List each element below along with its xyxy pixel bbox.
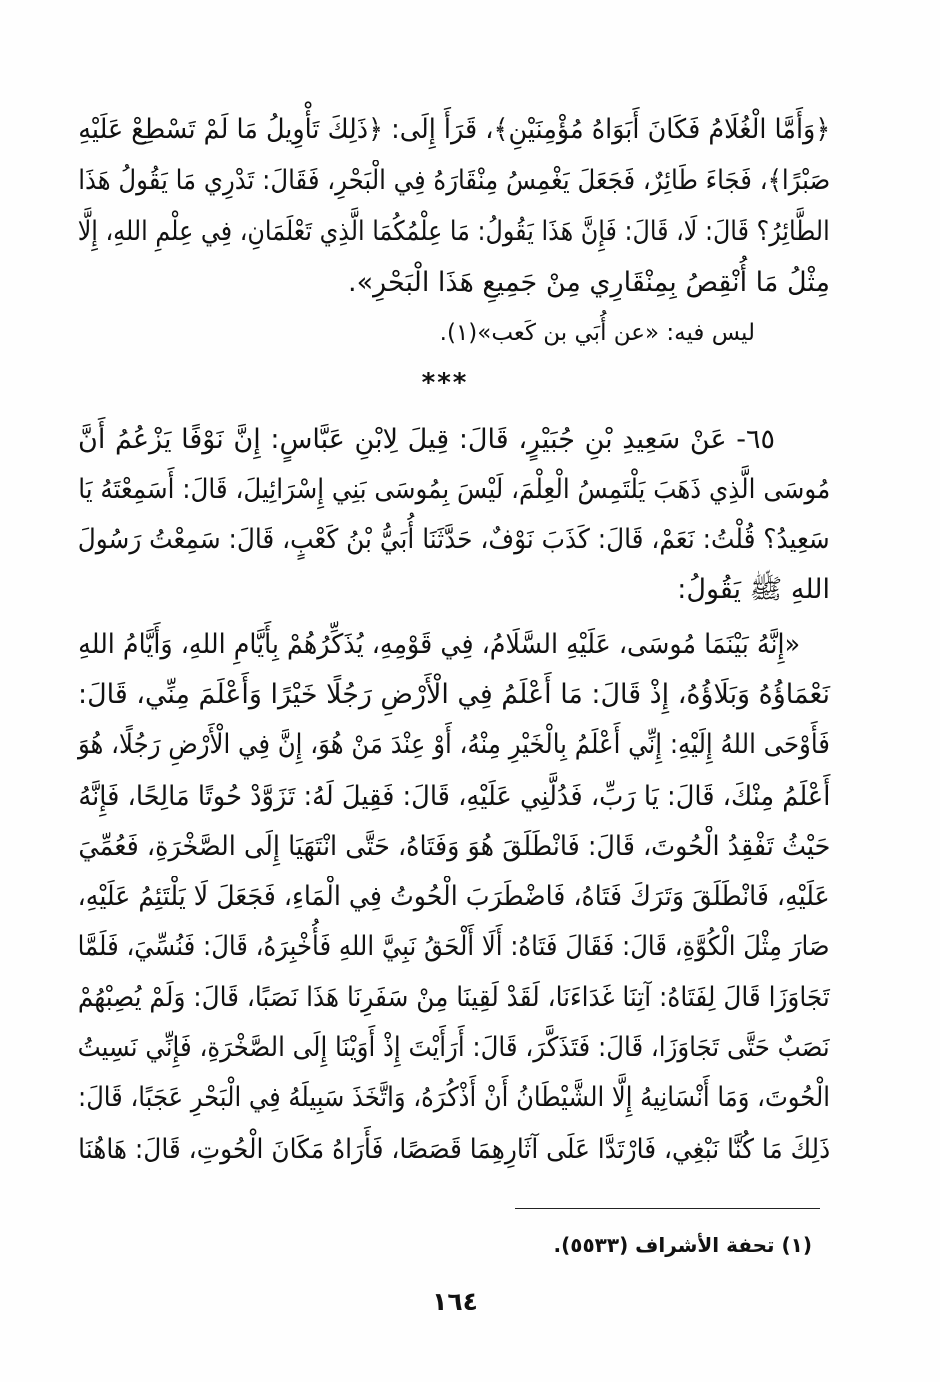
text-line-content: مُوسَى الَّذِي ذَهَبَ يَلْتَمِسُ الْعِلْمَ، لَيْسَ بِمُوسَى بَنِي إِسْرَائِيلَ، قَالَ: أَسَمِعْتَهُ يَا bbox=[78, 474, 830, 505]
text-line bbox=[78, 565, 830, 615]
text-line bbox=[78, 465, 830, 515]
text-line-content: عَلَيْهِ، فَانْطَلَقَ وَتَرَكَ فَتَاهُ، فَاضْطَرَبَ الْحُوتُ فِي الْمَاءِ، فَجَعَلَ لَا يَلْتَئِمُ عَلَيْهِ، bbox=[78, 881, 830, 912]
text-line-content: تَجَاوَزَا قَالَ لِفَتَاهُ: آتِنَا غَدَاءَنَا، لَقَدْ لَقِينَا مِنْ سَفَرِنَا هَذَا نَصَبًا، قَالَ: وَلَمْ يُصِبْهُمْ bbox=[78, 982, 830, 1013]
text-line-content: ﴿وَأَمَّا الْغُلَامُ فَكَانَ أَبَوَاهُ مُؤْمِنَيْنِ﴾، قَرَأَ إِلَى: ﴿ذَلِكَ تَأْوِيلُ مَا لَمْ تَسْطِعْ عَلَيْهِ bbox=[78, 114, 830, 145]
source-note-text: ليس فيه: «عن أُبَي بن كَعب»(١). bbox=[439, 320, 755, 346]
text-line bbox=[78, 720, 830, 770]
text-line-content: ذَلِكَ مَا كُنَّا نَبْغِي، فَارْتَدَّا عَلَى آثَارِهِمَا قَصَصًا، فَأَرَاهُ مَكَانَ الْحُوتِ، قَالَ: هَاهُنَا bbox=[78, 1134, 830, 1165]
page-number: ١٦٤ bbox=[432, 1287, 478, 1316]
text-line-content: صَارَ مِثْلَ الْكُوَّةِ، قَالَ: فَقَالَ فَتَاهُ: أَلَا أَلْحَقُ نَبِيَّ اللهِ فَأُخْبِرَهُ، قَالَ: فَنُسِّيَ، فَلَمَّا bbox=[78, 931, 830, 962]
source-note bbox=[78, 308, 830, 358]
text-line-content: نَصَبٌ حَتَّى تَجَاوَزَا، قَالَ: فَتَذَكَّرَ، قَالَ: أَرَأَيْتَ إِذْ أَوَيْنَا إِلَى الصَّخْرَةِ، فَإِنِّي نَسِيتُ bbox=[78, 1032, 830, 1063]
text-line bbox=[78, 207, 830, 257]
text-line bbox=[78, 872, 830, 922]
text-line-content: ٦٥- عَنْ سَعِيدِ بْنِ جُبَيْرٍ، قَالَ: قِيلَ لِابْنِ عَبَّاسٍ: إِنَّ نَوْفًا يَزْعُمُ أَنَّ bbox=[78, 424, 775, 455]
text-line-content: صَبْرًا﴾، فَجَاءَ طَائِرٌ، فَجَعَلَ يَغْمِسُ مِنْقَارَهُ فِي الْبَحْرِ، فَقَالَ: تَدْرِي مَا يَقُولُ هَذَا bbox=[78, 165, 830, 196]
text-line-content: نَعْمَاؤُهُ وَبَلَاؤُهُ، إِذْ قَالَ: مَا أَعْلَمُ فِي الْأَرْضِ رَجُلًا خَيْرًا وَأَعْلَمَ مِنِّي، قَالَ: bbox=[78, 679, 830, 710]
text-line-content: الْحُوتَ، وَمَا أَنْسَانِيهُ إِلَّا الشَّيْطَانُ أَنْ أَذْكُرَهُ، وَاتَّخَذَ سَبِيلَهُ فِي الْبَحْرِ عَجَبًا، قَالَ: bbox=[78, 1082, 830, 1113]
footnote: (١) تحفة الأشراف (٥٥٣٣). bbox=[553, 1233, 812, 1257]
text-line bbox=[78, 1125, 830, 1175]
footnote-separator bbox=[515, 1208, 820, 1209]
text-line bbox=[78, 670, 830, 720]
quote-first-line bbox=[78, 620, 830, 670]
text-line bbox=[78, 105, 830, 155]
text-line bbox=[78, 1023, 830, 1073]
text-line-content: حَيْثُ تَفْقِدُ الْحُوتَ، قَالَ: فَانْطَلَقَ هُوَ وَفَتَاهُ، حَتَّى انْتَهَيَا إِلَى الصَّخْرَةِ، فَعُمِّيَ bbox=[78, 831, 830, 862]
text-line-content: سَعِيدُ؟ قُلْتُ: نَعَمْ، قَالَ: كَذَبَ نَوْفٌ، حَدَّثَنَا أُبَيُّ بْنُ كَعْبٍ، قَالَ: سَمِعْتُ رَسُولَ bbox=[78, 524, 830, 555]
text-line-content: أَعْلَمُ مِنْكَ، قَالَ: يَا رَبِّ، فَدُلَّنِي عَلَيْهِ، قَالَ: فَقِيلَ لَهُ: تَزَوَّدْ حُوتًا مَالِحًا، فَإِنَّهُ bbox=[78, 781, 830, 812]
text-line-content: فَأَوْحَى اللهُ إِلَيْهِ: إِنِّي أَعْلَمُ بِالْخَيْرِ مِنْهُ، أَوْ عِنْدَ مَنْ هُوَ، إِنَّ فِي الْأَرْضِ رَجُلًا، هُوَ bbox=[78, 729, 830, 760]
text-line bbox=[78, 922, 830, 972]
text-line-content: الطَّائِرُ؟ قَالَ: لَا، قَالَ: فَإِنَّ هَذَا يَقُولُ: مَا عِلْمُكُمَا الَّذِي تَعْلَمَانِ، فِي عِلْمِ اللهِ، إِلَّا bbox=[78, 216, 830, 247]
text-line-content: مِثْلُ مَا أُنْقِصُ بِمِنْقَارِي مِنْ جَمِيعِ هَذَا الْبَحْرِ». bbox=[348, 267, 830, 298]
text-line bbox=[78, 156, 830, 206]
text-line bbox=[78, 772, 830, 822]
text-line bbox=[78, 822, 830, 872]
text-line bbox=[78, 1073, 830, 1123]
section-divider: *** bbox=[421, 368, 469, 398]
text-line bbox=[78, 515, 830, 565]
text-line bbox=[78, 973, 830, 1023]
text-line-content: اللهِ ﷺ يَقُولُ: bbox=[677, 574, 830, 605]
text-line-content: «إِنَّهُ بَيْنَمَا مُوسَى، عَلَيْهِ السَّلَامُ، فِي قَوْمِهِ، يُذَكِّرُهُمْ بِأَيَّامِ اللهِ، وَأَيَّامُ اللهِ bbox=[78, 629, 800, 660]
text-line bbox=[78, 258, 830, 308]
hadith-heading-line bbox=[78, 415, 830, 465]
